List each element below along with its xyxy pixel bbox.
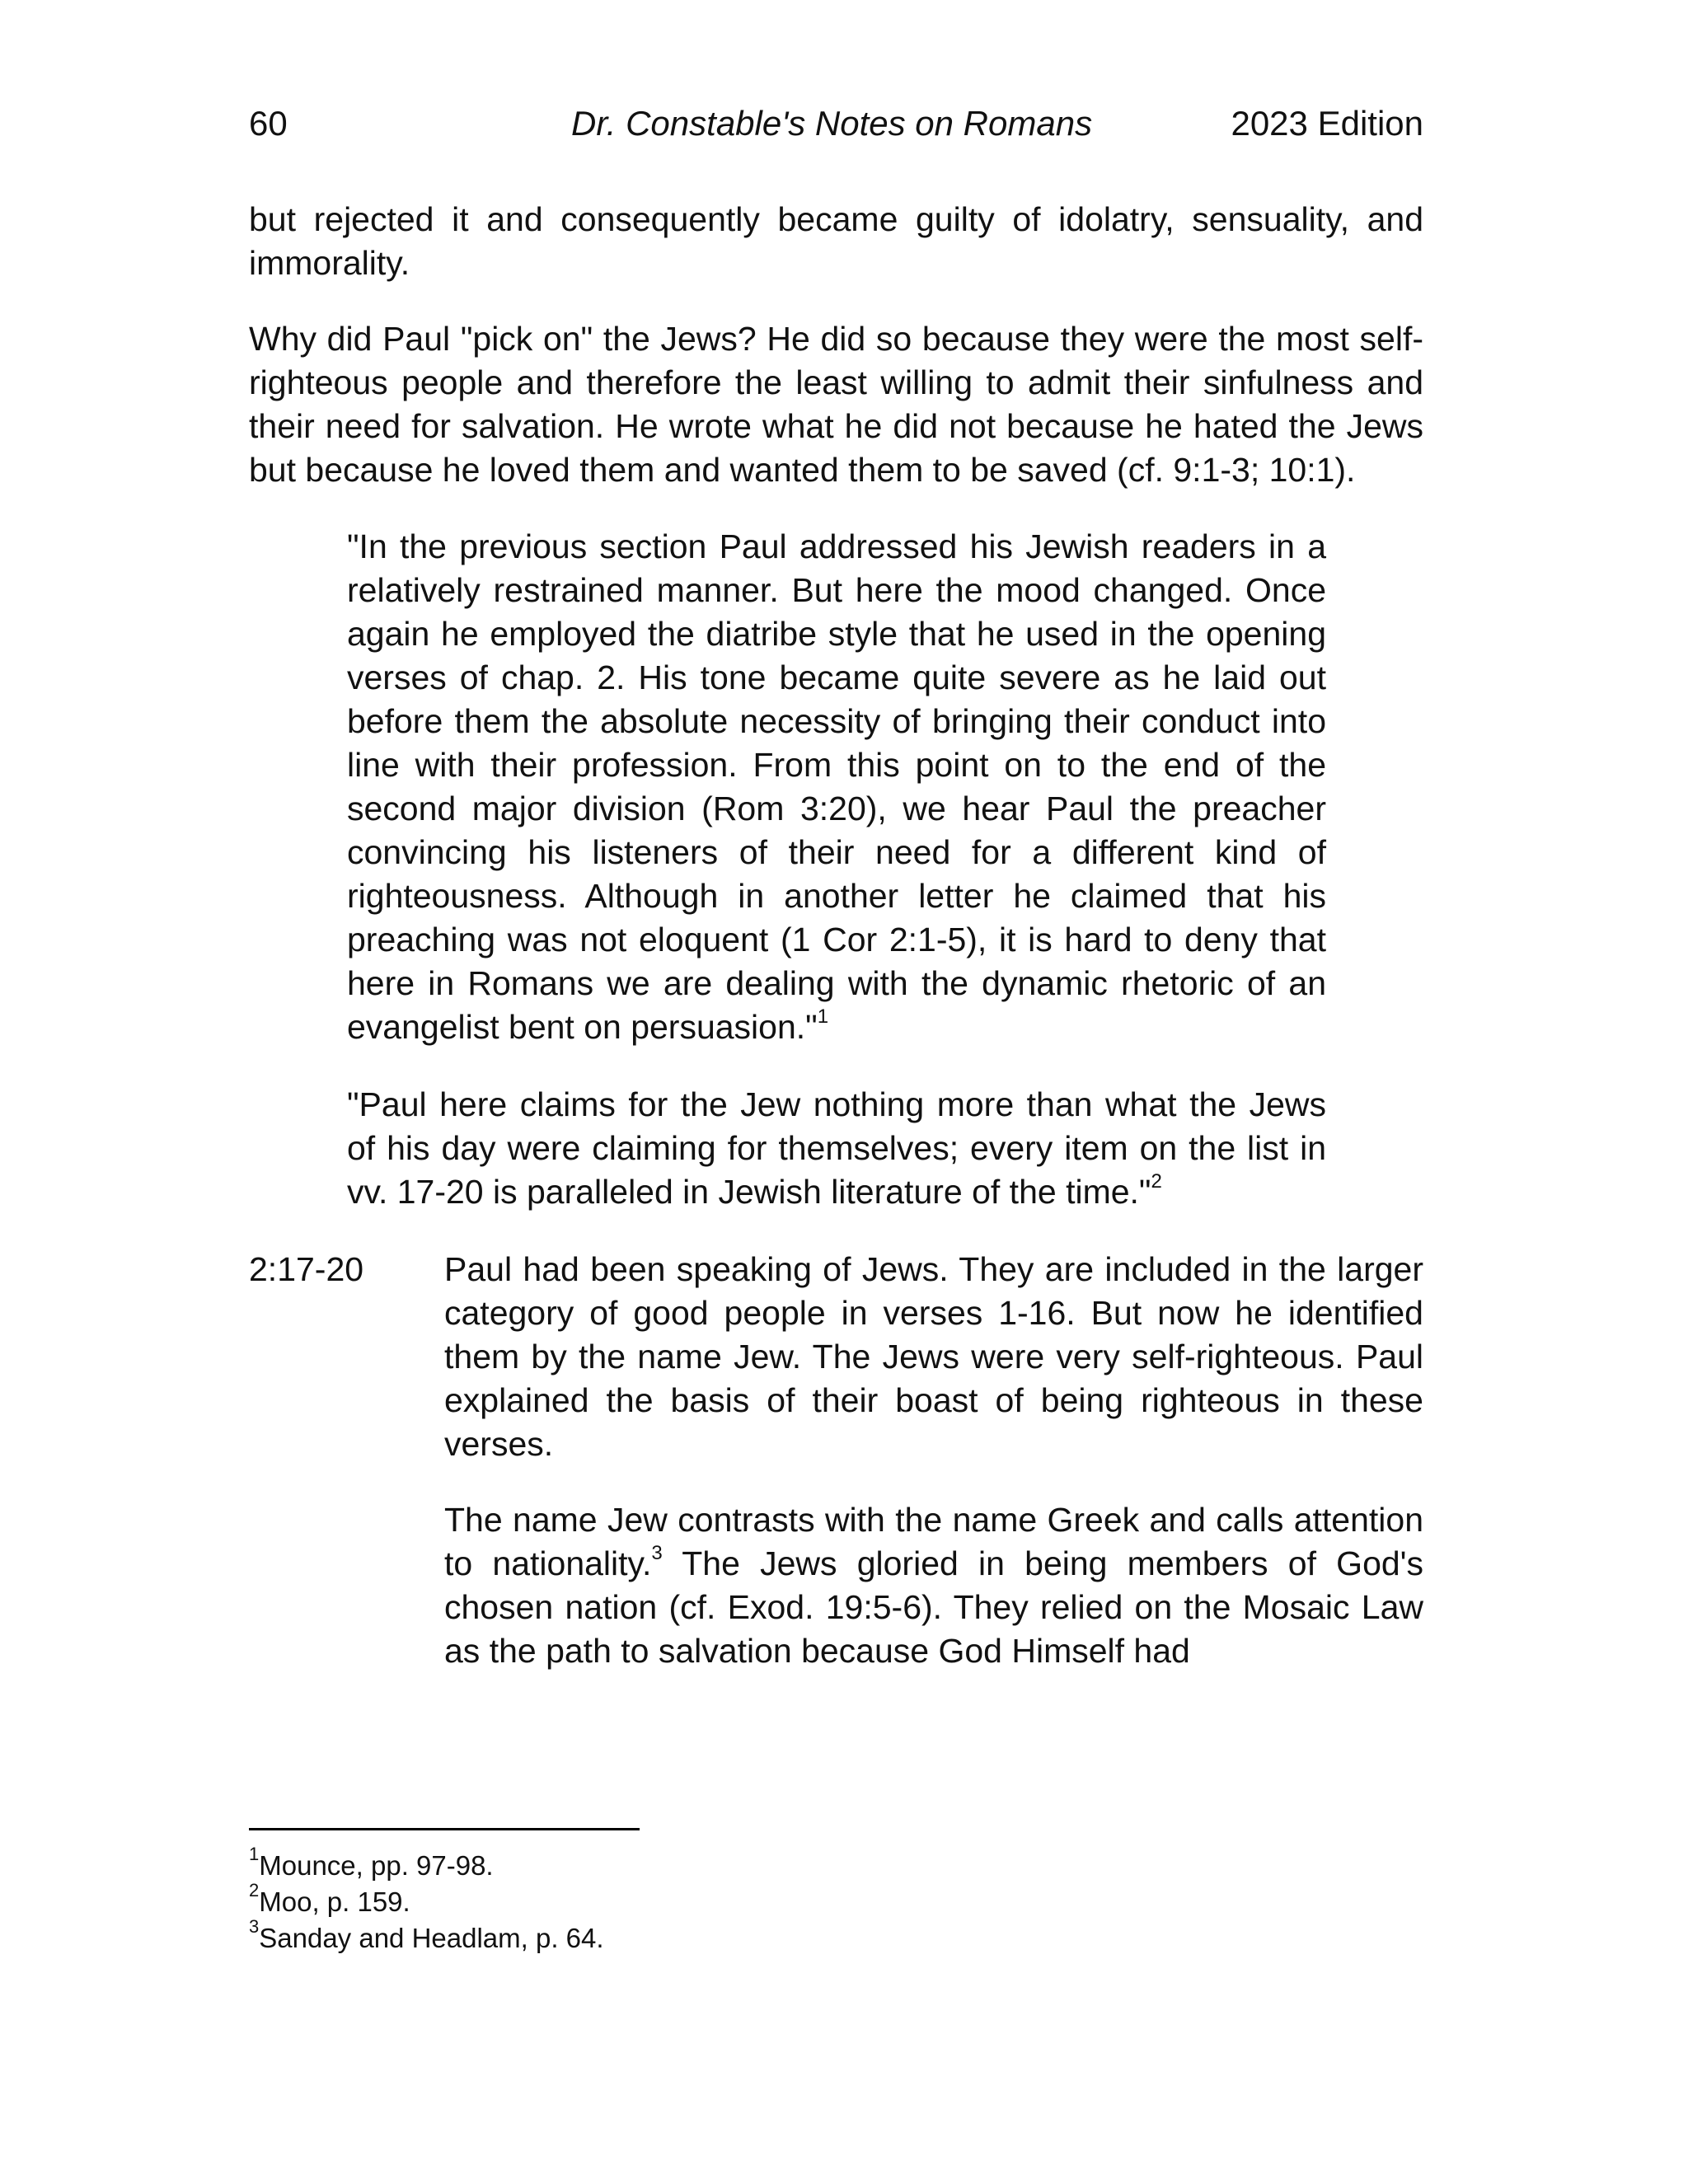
footnotes bbox=[249, 1844, 604, 1957]
quote-text: "Paul here claims for the Jew nothing more than what the Jews of his day were claiming for themselves; every item on the list in vv. 17-20 is paralleled in Jewish literature of the time." bbox=[347, 1085, 1326, 1211]
footnote-text: Sanday and Headlam, p. 64. bbox=[259, 1923, 604, 1953]
paragraph-why-paul: Why did Paul "pick on" the Jews? He did so because they were the most self-righteous people and therefore the least willing to admit their sinfulness and their need for salvation. He wrote what he did not because he hated the Jews but because he loved them and wanted them to be saved (cf. 9:1-3; 10:1). bbox=[249, 320, 1423, 489]
footnote-text: Moo, p. 159. bbox=[259, 1886, 410, 1917]
verse-paragraph bbox=[444, 1498, 1423, 1673]
footnote-ref[interactable]: 1 bbox=[817, 1005, 829, 1029]
quote-text: "In the previous section Paul addressed his Jewish readers in a relatively restrained manner. But here the mood changed. Once again he employed the diatribe style that he used in the opening verses of chap. 2. His tone became quite severe as he laid out before them the absolute necessity of bringing their conduct into line with their profession. From this point on to the end of the second major division (Rom 3:20), we hear Paul the preacher convincing his listeners of their need for a different kind of righteousness. Although in another letter he claimed that his preaching was not eloquent (1 Cor 2:1-5), it is hard to deny that here in Romans we are dealing with the dynamic rhetoric of an evangelist bent on persuasion." bbox=[347, 527, 1326, 1046]
footnote-text: Mounce, pp. 97-98. bbox=[259, 1850, 494, 1881]
document-page bbox=[249, 103, 1423, 1673]
verse-reference: 2:17-20 bbox=[249, 1250, 364, 1288]
footnote bbox=[249, 1916, 604, 1957]
footnote bbox=[249, 1880, 604, 1920]
paragraph-continuation: but rejected it and consequently became guilty of idolatry, sensuality, and immorality. bbox=[249, 200, 1423, 282]
page-number: 60 bbox=[249, 104, 288, 143]
page-header bbox=[249, 103, 1423, 152]
footnote-number: 2 bbox=[249, 1880, 260, 1900]
verse-section bbox=[249, 1248, 1423, 1673]
footnote-divider bbox=[249, 1828, 640, 1830]
verse-commentary bbox=[444, 1248, 1423, 1673]
footnote bbox=[249, 1844, 604, 1884]
verse-paragraph: Paul had been speaking of Jews. They are included in the larger category of good people in verses 1-16. But now he identified them by the name Jew. The Jews were very self-righteous. Paul explained the basis of their boast of being righteous in these verses. bbox=[444, 1250, 1423, 1463]
verse-text: The Jews gloried in being members of God's chosen nation (cf. Exod. 19:5-6). They relied on the Mosaic Law as the path to salvation because God Himself had bbox=[444, 1544, 1424, 1670]
running-title: Dr. Constable's Notes on Romans bbox=[571, 104, 1093, 143]
block-quote-mounce bbox=[347, 525, 1326, 1049]
footnote-ref[interactable]: 3 bbox=[651, 1542, 663, 1565]
footnote-number: 1 bbox=[249, 1844, 260, 1864]
footnote-number: 3 bbox=[249, 1916, 260, 1937]
block-quote-moo bbox=[347, 1083, 1326, 1214]
edition-label: 2023 Edition bbox=[1231, 104, 1423, 143]
verse-text: The name Jew contrasts with the name Greek and calls attention to nationality. bbox=[444, 1501, 1423, 1582]
footnote-ref[interactable]: 2 bbox=[1151, 1170, 1162, 1193]
